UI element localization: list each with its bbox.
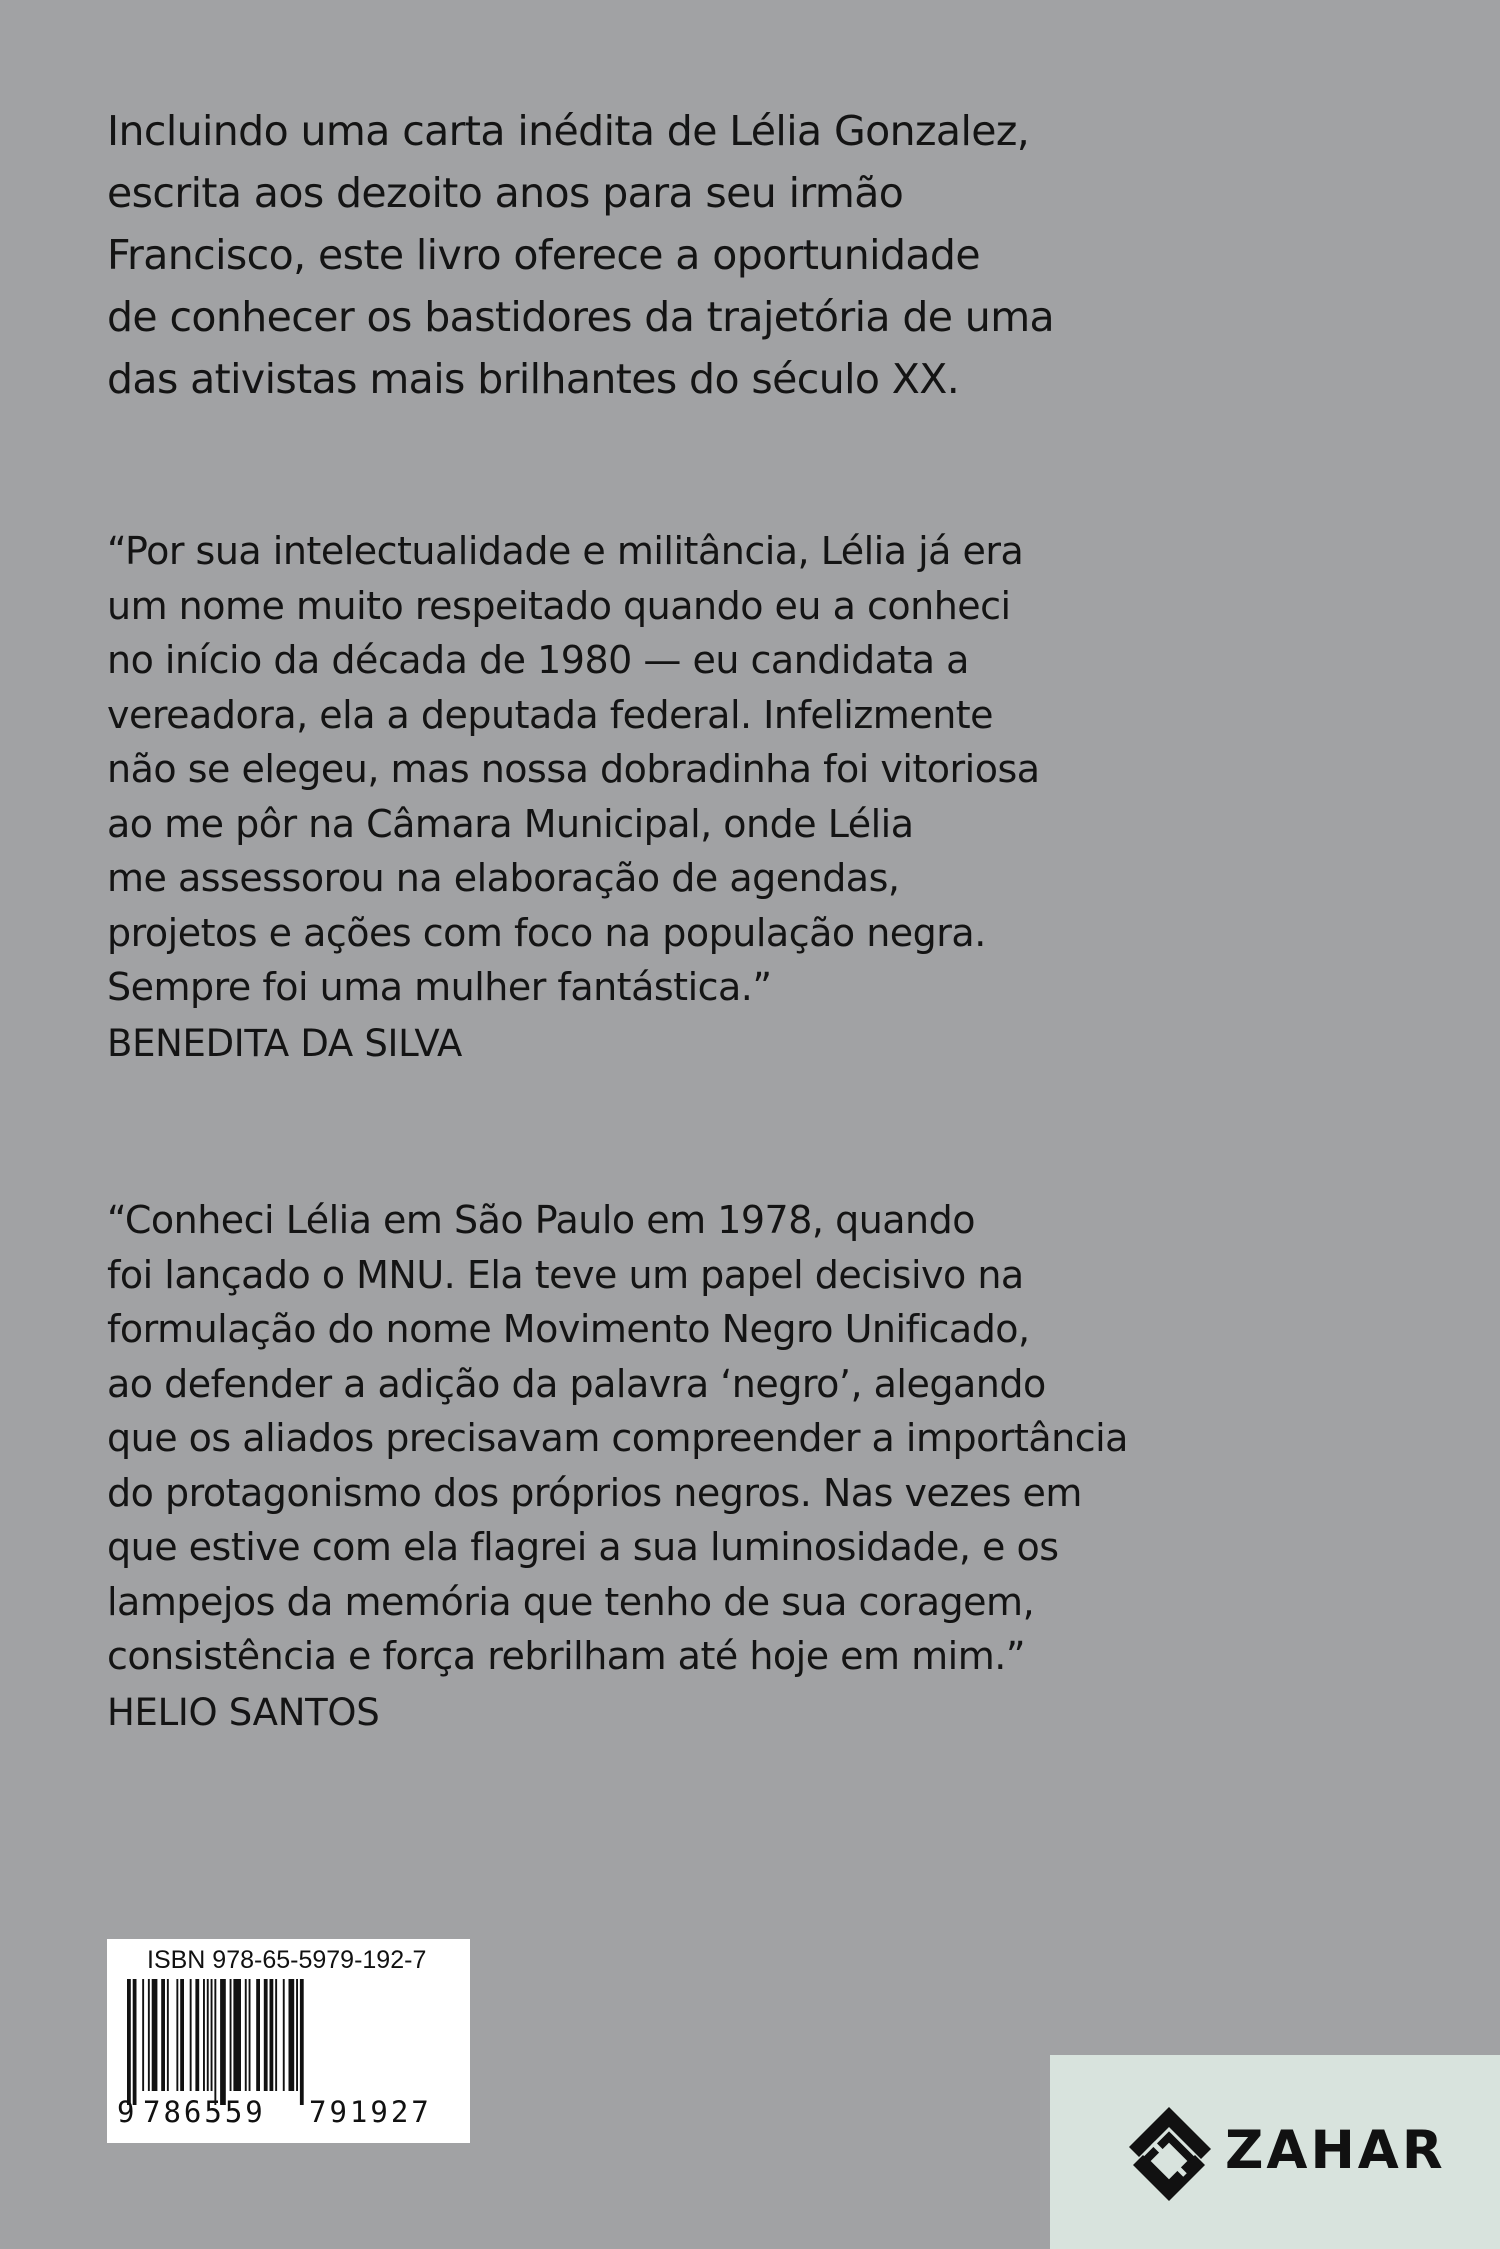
quote-line: que os aliados precisavam compreender a importância: [107, 1416, 1128, 1460]
intro-line: Francisco, este livro oferece a oportunidade: [107, 231, 980, 279]
barcode-left-group: 786559: [143, 2095, 266, 2129]
isbn-label: ISBN 978-65-5979-192-7: [147, 1946, 427, 1974]
quote-line: no início da década de 1980 — eu candidata a: [107, 638, 969, 682]
quote-line: consistência e força rebrilham até hoje em mim.”: [107, 1634, 1026, 1678]
quote-line: “Por sua intelectualidade e militância, Lélia já era: [107, 529, 1024, 573]
quote-line: Sempre foi uma mulher fantástica.”: [107, 965, 772, 1009]
quote-line: um nome muito respeitado quando eu a conheci: [107, 583, 1011, 628]
barcode-bars-icon: [107, 1979, 470, 2105]
quote-line: formulação do nome Movimento Negro Unificado,: [107, 1307, 1030, 1351]
quote-line: projetos e ações com foco na população negra.: [107, 910, 986, 955]
quote-line: ao defender a adição da palavra ‘negro’, alegando: [107, 1361, 1046, 1406]
testimonial-benedita: [107, 524, 1407, 1071]
quote-line: que estive com ela flagrei a sua luminosidade, e os: [107, 1525, 1059, 1569]
barcode-lead-digit: 9: [117, 2095, 135, 2129]
intro-line: escrita aos dezoito anos para seu irmão: [107, 169, 904, 217]
intro-paragraph: [107, 100, 1387, 410]
quote-line: ao me pôr na Câmara Municipal, onde Lélia: [107, 801, 914, 846]
barcode-right-group: 791927: [309, 2095, 432, 2129]
quote-line: não se elegeu, mas nossa dobradinha foi vitoriosa: [107, 747, 1040, 791]
quote-author: BENEDITA DA SILVA: [107, 1021, 463, 1065]
quote-line: vereadora, ela a deputada federal. Infelizmente: [107, 692, 994, 737]
quote-author: HELIO SANTOS: [107, 1690, 380, 1734]
quote-line: lampejos da memória que tenho de sua coragem,: [107, 1579, 1035, 1624]
intro-line: Incluindo uma carta inédita de Lélia Gonzalez,: [107, 107, 1030, 155]
quote-line: me assessorou na elaboração de agendas,: [107, 856, 900, 900]
isbn-barcode: [107, 1939, 470, 2143]
barcode-digits: [107, 2095, 470, 2135]
zahar-logo-icon: [1123, 2103, 1215, 2203]
quote-line: do protagonismo dos próprios negros. Nas vezes em: [107, 1470, 1082, 1515]
testimonial-helio: [107, 1193, 1407, 1740]
intro-line: das ativistas mais brilhantes do século XX.: [107, 355, 960, 403]
quote-line: “Conheci Lélia em São Paulo em 1978, quando: [107, 1198, 976, 1242]
quote-line: foi lançado o MNU. Ela teve um papel decisivo na: [107, 1252, 1024, 1297]
publisher-name: ZAHAR: [1225, 2120, 1446, 2181]
publisher-logo-panel: [1050, 2055, 1500, 2249]
intro-line: de conhecer os bastidores da trajetória de uma: [107, 293, 1055, 341]
